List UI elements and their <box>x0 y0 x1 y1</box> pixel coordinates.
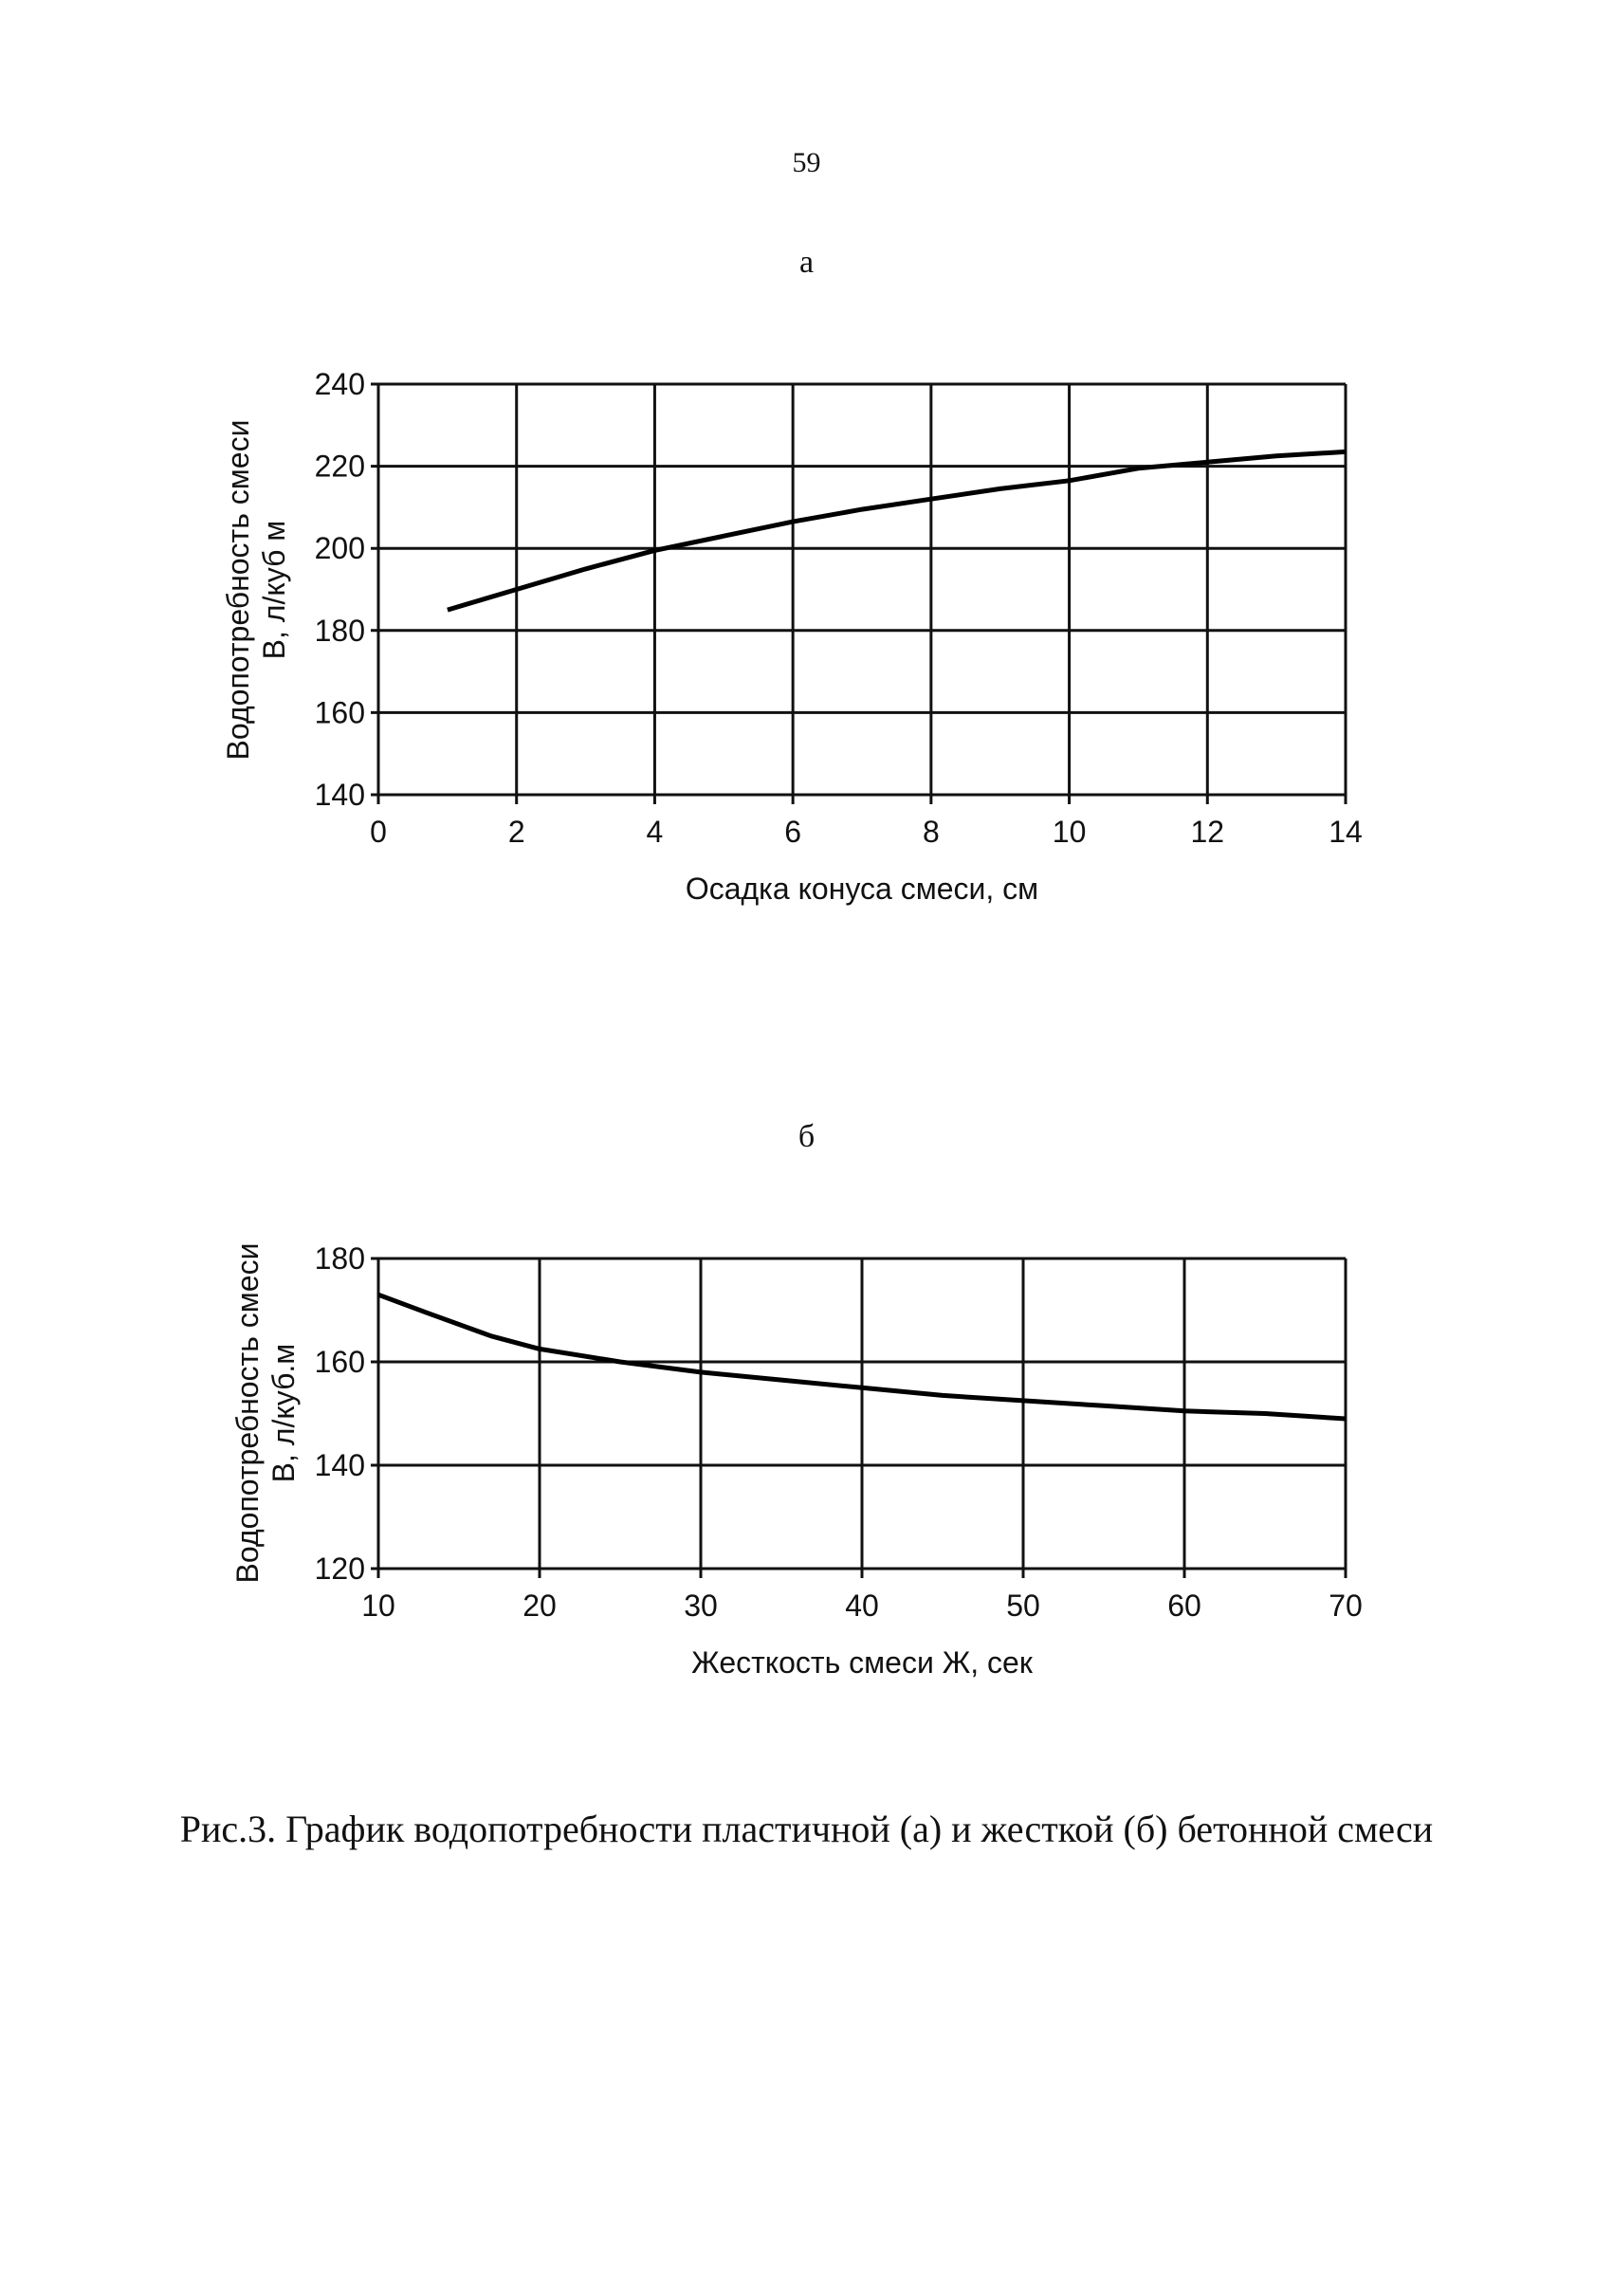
x-tick-label: 60 <box>1167 1589 1201 1623</box>
y-tick-label: 200 <box>314 531 365 566</box>
panel-label-b: б <box>797 1119 816 1154</box>
y-tick-label: 180 <box>314 1241 365 1276</box>
y-tick-label: 160 <box>314 695 365 730</box>
y-tick-label: 240 <box>314 367 365 401</box>
y-tick-label: 140 <box>314 1448 365 1482</box>
x-tick-label: 6 <box>784 815 802 849</box>
chart-a-ylabel-line2: В, л/куб м <box>257 520 291 660</box>
x-tick-label: 30 <box>684 1589 718 1623</box>
y-tick-label: 140 <box>314 778 365 812</box>
panel-label-a: а <box>798 245 815 280</box>
y-tick-label: 180 <box>314 613 365 648</box>
x-tick-label: 10 <box>1052 815 1087 849</box>
figure-caption: Рис.3. График водопотребности пластичной (а) и жесткой (б) бетонной смеси <box>179 1808 1434 1850</box>
x-tick-label: 40 <box>845 1589 879 1623</box>
chart-b-xlabel: Жесткость смеси Ж, сек <box>691 1645 1033 1680</box>
x-tick-label: 2 <box>507 815 525 849</box>
x-tick-label: 50 <box>1006 1589 1040 1623</box>
chart-b-ylabel-line2: В, л/куб.м <box>266 1343 301 1483</box>
chart-a <box>221 367 1363 906</box>
x-tick-label: 8 <box>922 815 940 849</box>
y-tick-label: 120 <box>314 1552 365 1586</box>
series-line <box>448 451 1346 610</box>
x-tick-label: 10 <box>361 1589 395 1623</box>
x-tick-label: 14 <box>1329 815 1363 849</box>
chart-a-xlabel: Осадка конуса смеси, см <box>685 872 1039 906</box>
x-tick-label: 70 <box>1329 1589 1363 1623</box>
chart-b <box>230 1241 1363 1680</box>
chart-a-ylabel-line1: Водопотребность смеси <box>221 419 255 761</box>
y-tick-label: 160 <box>314 1345 365 1379</box>
x-tick-label: 20 <box>522 1589 557 1623</box>
x-tick-label: 0 <box>370 815 387 849</box>
y-tick-label: 220 <box>314 449 365 484</box>
page-number: 59 <box>792 147 821 178</box>
chart-b-ylabel-line1: Водопотребность смеси <box>230 1242 265 1584</box>
x-tick-label: 4 <box>646 815 664 849</box>
x-tick-label: 12 <box>1190 815 1225 849</box>
